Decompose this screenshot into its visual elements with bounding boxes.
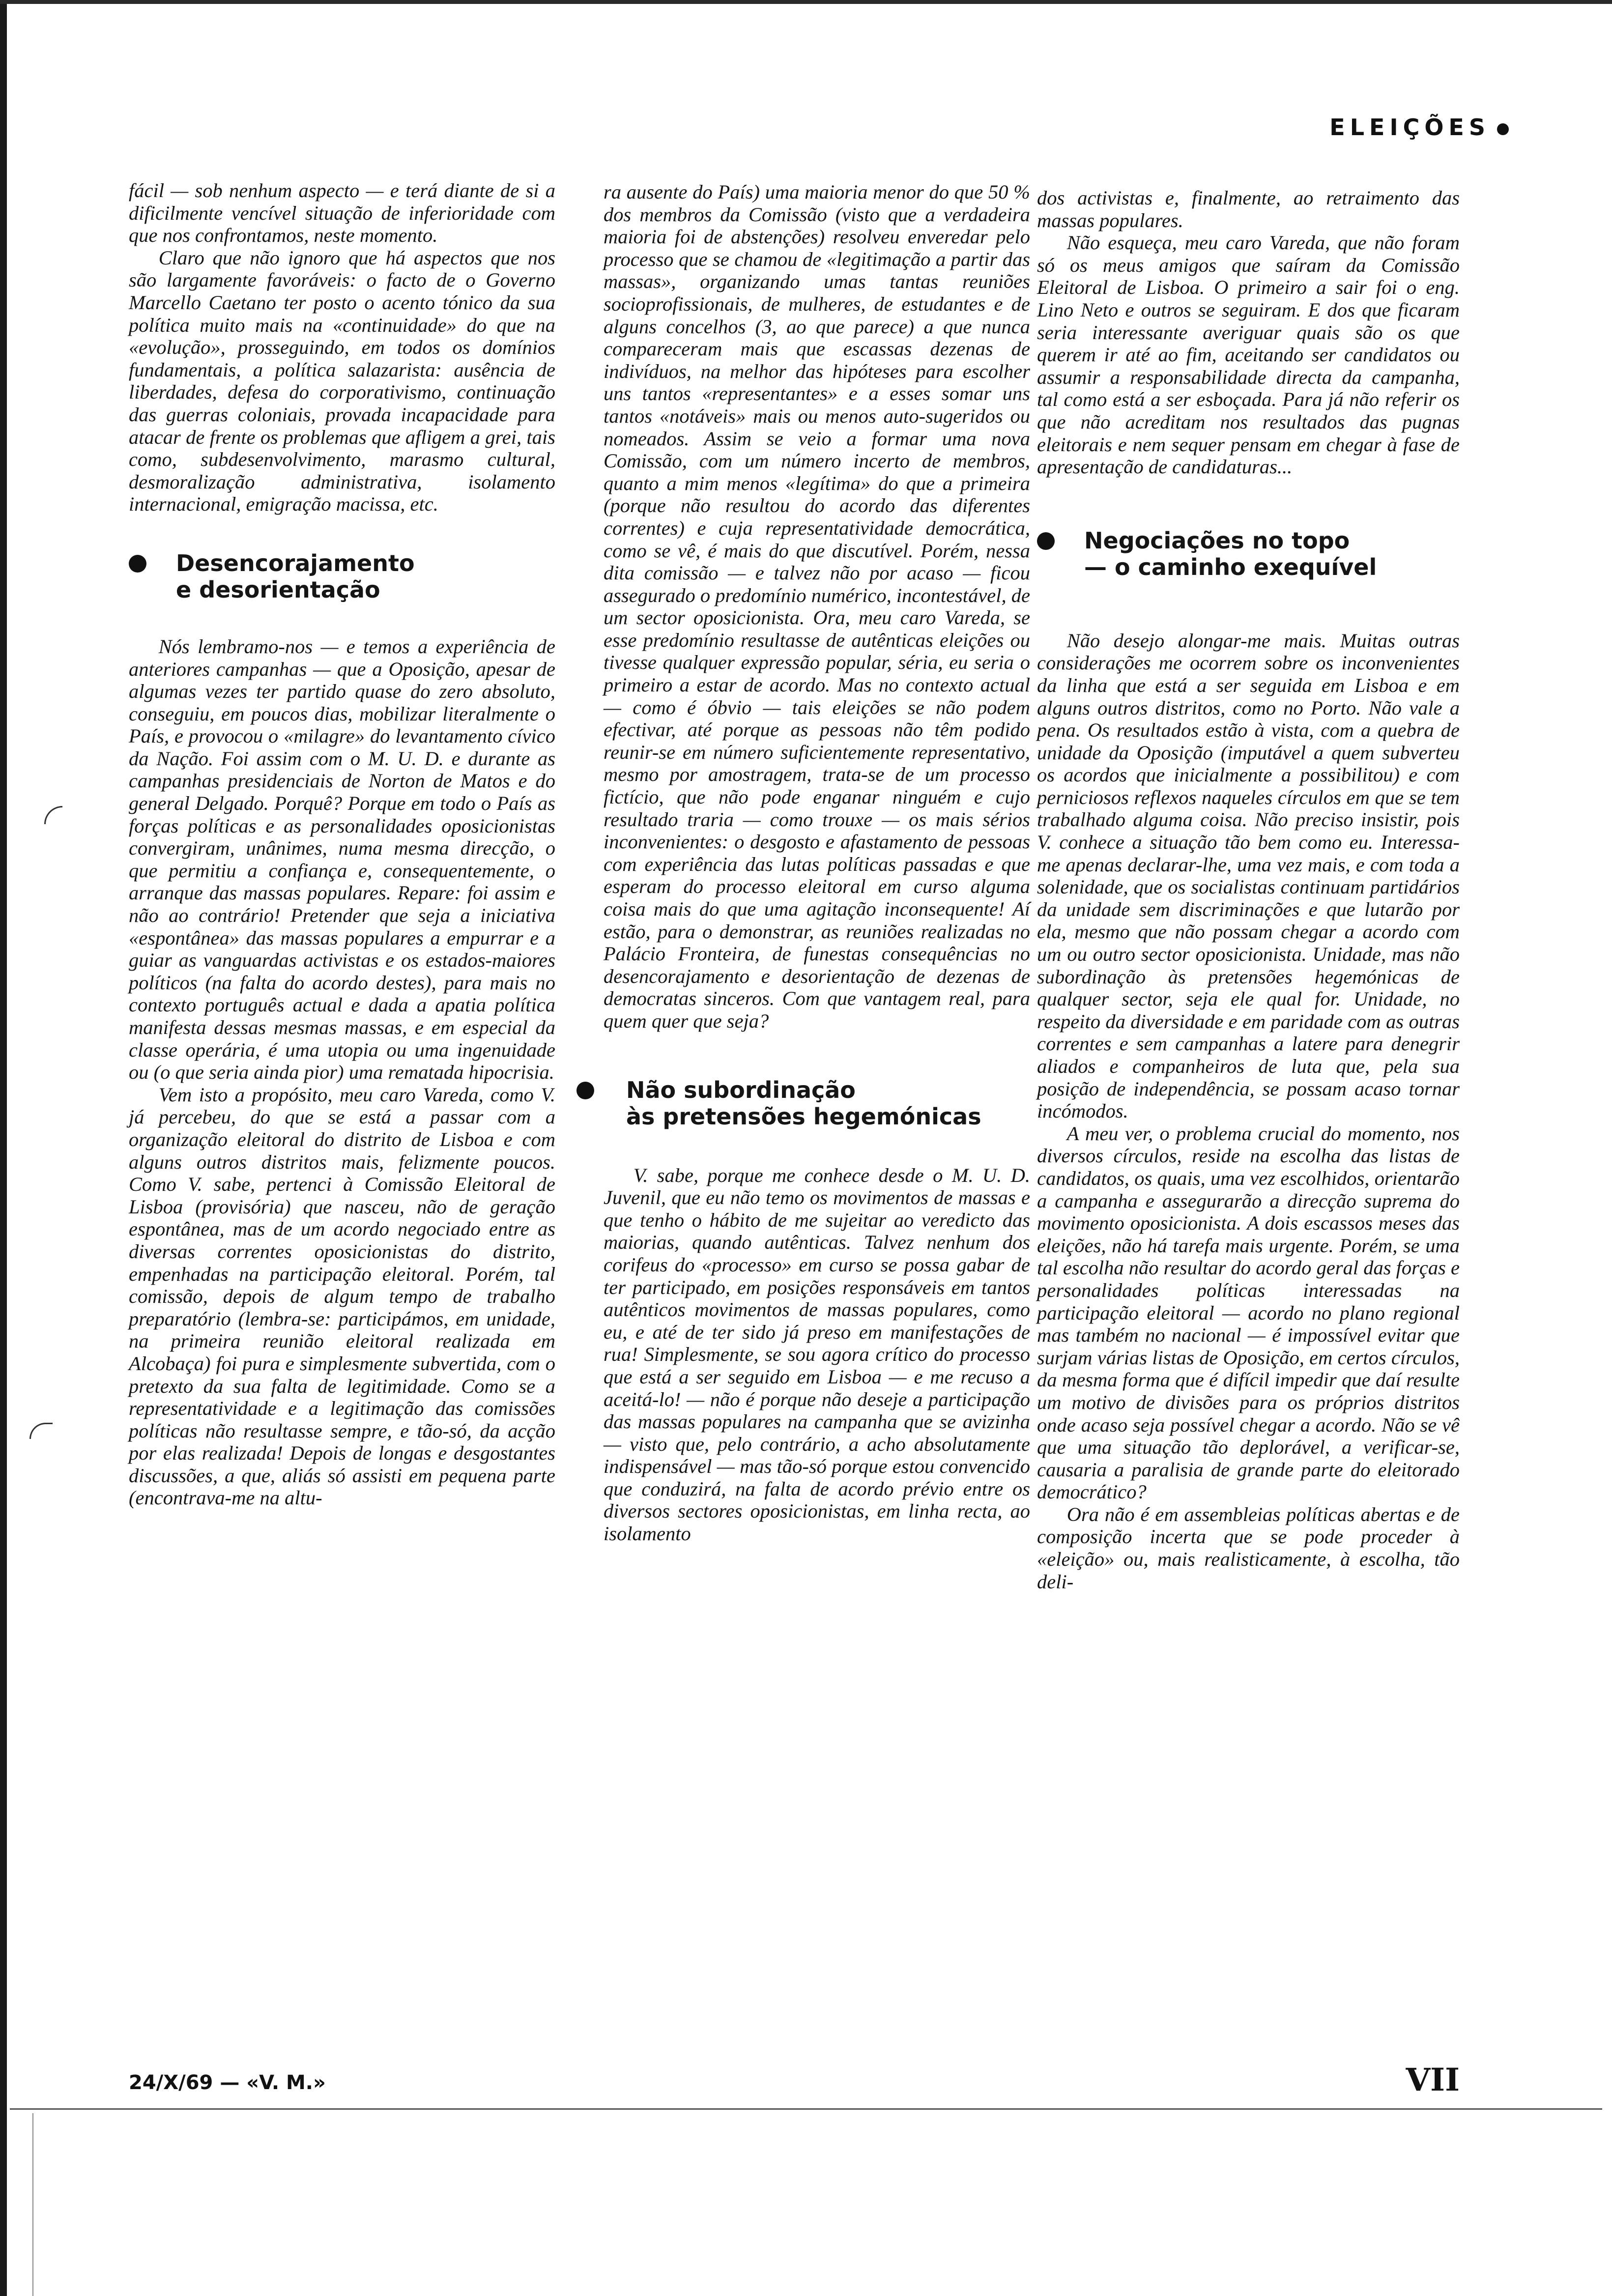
paragraph: A meu ver, o problema crucial do momento, nos diversos círculos, reside na escolha das listas de candidatos, os quais, uma vez escolhidos, orientarão a campanha e assegurarão a direcção suprema do movimento oposicionista. A dois escassos meses das eleições, não há tarefa mais urgente. Porém, se uma tal escolha não resultar do acordo geral das forças e personalidades políticas interessadas na participação eleitoral — acordo no plano regional mas também no nacional — é impossível evitar que surjam várias listas de Oposição, em certos círculos, da mesma forma que é difícil impedir que daí resulte um motivo de divisões para os próprios distritos onde acaso seja possível chegar a acordo. Não se vê que uma situação tão deplorável, a verificar-se, causaria a paralisia de grande parte do eleitorado democrático? — [1037, 1122, 1460, 1503]
subheading — [604, 1077, 1030, 1130]
scan-edge-left — [0, 0, 7, 2296]
page-bottom-rule — [10, 2108, 1602, 2110]
paragraph: dos activistas e, finalmente, ao retraimento das massas populares. — [1037, 187, 1460, 231]
paragraph: Ora não é em assembleias políticas abertas e de composição incerta que se pode proceder à «eleição» ou, mais realisticamente, à escolha, tão deli- — [1037, 1503, 1460, 1593]
paragraph: Vem isto a propósito, meu caro Vareda, como V. já percebeu, do que se está a passar com a organização eleitoral do distrito de Lisboa e com alguns outros distritos mais, felizmente poucos. Como V. sabe, pertenci à Comissão Eleitoral de Lisboa (provisória) que nasceu, não de geração espontânea, mas de um acordo negociado entre as diversas correntes oposicionistas do distrito, empenhadas na participação eleitoral. Porém, tal comissão, depois de algum tempo de trabalho preparatório (lembra-se: participámos, em unidade, na primeira reunião eleitoral realizada em Alcobaça) foi pura e simplesmente subvertida, com o pretexto da sua falta de legitimidade. Como se a representatividade e a legitimação das comissões políticas não resultasse sempre, e tão-só, da acção por elas realizada! Depois de longas e desgostantes discussões, a que, aliás só assisti em pequena parte (encontrava-me na altu- — [129, 1083, 555, 1509]
bullet-icon — [576, 1082, 594, 1099]
scan-mark — [29, 1423, 53, 1439]
subheading — [1037, 527, 1460, 580]
subheading-line-2: — o caminho exequível — [1084, 553, 1377, 580]
paragraph: Nós lembramo-nos — e temos a experiência de anteriores campanhas — que a Oposição, apesar de algumas vezes ter partido quase do zero absoluto, conseguiu, em poucos dias, mobilizar literalmente o País, e provocou o «milagre» do levantamento cívico da Nação. Foi assim com o M. U. D. e durante as campanhas presidenciais de Norton de Matos e do general Delgado. Porquê? Porque em todo o País as forças políticas e as personalidades oposicionistas convergiram, unânimes, numa mesma direcção, o que permitiu a confiança e, consequentemente, o arranque das massas populares. Repare: foi assim e não ao contrário! Pretender que seja a iniciativa «espontânea» das massas populares a empurrar e a guiar as vanguardas activistas e os estados-maiores políticos (na falta do acordo destes), para mais no contexto português actual e dada a apatia política manifesta dessas mesmas massas, e em especial da classe operária, é uma utopia ou uma ingenuidade ou (o que seria ainda pior) uma rematada hipocrisia. — [129, 635, 555, 1084]
scan-mark — [44, 806, 62, 824]
subheading-line-1: Desencorajamento — [176, 549, 415, 576]
subheading-line-2: às pretensões hegemónicas — [626, 1103, 981, 1130]
subheading-line-1: Não subordinação — [626, 1076, 856, 1103]
bullet-icon — [1037, 532, 1055, 550]
section-header — [1329, 114, 1509, 141]
subheading — [129, 550, 555, 603]
paragraph: Não esqueça, meu caro Vareda, que não foram só os meus amigos que saíram da Comissão Eleitoral de Lisboa. O primeiro a sair foi o eng. Lino Neto e outros se seguiram. E dos que ficaram seria interessante averiguar quais são os que querem ir até ao fim, aceitando ser candidatos ou assumir a responsabilidade directa da campanha, tal como está a ser esboçada. Para já não referir os que não acreditam nos resultados das pugnas eleitorais e nem sequer pensam em chegar à fase de apresentação de candidaturas... — [1037, 231, 1460, 478]
page-number: VII — [1406, 2062, 1460, 2098]
bullet-icon — [129, 555, 146, 573]
paragraph: Claro que não ignoro que há aspectos que nos são largamente favoráveis: o facto de o Governo Marcello Caetano ter posto o acento tónico da sua política muito mais na «continuidade» do que na «evolução», prosseguindo, em todos os domínios fundamentais, a política salazarista: ausência de liberdades, defesa do corporativismo, continuação das guerras coloniais, provada incapacidade para atacar de frente os problemas que afligem a grei, tais como, subdesenvolvimento, marasmo cultural, desmoralização administrativa, isolamento internacional, emigração macissa, etc. — [129, 246, 555, 516]
subheading-line-2: e desorientação — [176, 576, 380, 603]
header-bullet-icon — [1497, 123, 1509, 135]
column-2 — [604, 181, 1030, 1545]
subheading-line-1: Negociações no topo — [1084, 527, 1350, 554]
paragraph: fácil — sob nenhum aspecto — e terá diante de si a dificilmente vencível situação de inferioridade com que nos confrontamos, neste momento. — [129, 179, 555, 247]
paragraph: Não desejo alongar-me mais. Muitas outras considerações me ocorrem sobre os inconvenientes da linha que está a ser seguida em Lisboa e em alguns outros distritos, como no Porto. Não vale a pena. Os resultados estão à vista, com a quebra de unidade da Oposição (imputável a quem subverteu os acordos que inicialmente a possibilitou) e com perniciosos reflexos naqueles círculos em que se tem trabalhado alguma coisa. Não preciso insistir, pois V. conhece a situação tão bem como eu. Interessa-me apenas declarar-lhe, uma vez mais, e com toda a solenidade, que os socialistas continuam partidários da unidade sem discriminações e que lutarão por ela, mesmo que não possam chegar a acordo com um ou outro sector oposicionista. Unidade, mas não subordinação às pretensões hegemónicas de qualquer sector, seja ele qual for. Unidade, no respeito da diversidade e em paridade com as outras correntes e sem campanhas a latere para denegrir aliados e companheiros de luta que, pela sua posição de independência, se possam acaso tornar incómodos. — [1037, 629, 1460, 1122]
paragraph: ra ausente do País) uma maioria menor do que 50 % dos membros da Comissão (visto que a verdadeira maioria foi de abstenções) resolveu enveredar pelo processo que se chamou de «legitimação a partir das massas», organizando umas tantas reuniões socioprofissionais, de mulheres, de estudantes e de alguns concelhos (3, ao que parece) a que nunca compareceram mais que escassas dezenas de indivíduos, na melhor das hipóteses para escolher uns tantos «representantes» e a esses somar uns tantos «notáveis» mais ou menos auto-sugeridos ou nomeados. Assim se veio a formar uma nova Comissão, com um número incerto de membros, quanto a mim menos «legítima» do que a primeira (porque não resultou do acordo das diferentes correntes) e cuja representatividade democrática, como se vê, é mais do que discutível. Porém, nessa dita comissão — e talvez não por acaso — ficou assegurado o predomínio numérico, incontestável, de um sector oposicionista. Ora, meu caro Vareda, se esse predomínio resultasse de autênticas eleições ou tivesse qualquer expressão popular, séria, eu seria o primeiro a estar de acordo. Mas no contexto actual — como é óbvio — tais eleições se não podem efectivar, até porque as pessoas não têm podido reunir-se em número suficientemente representativo, mesmo por amostragem, trata-se de um processo fictício, que não pode enganar ninguém e cujo resultado traria — como trouxe — os mais sérios inconvenientes: o desgosto e afastamento de pessoas com experiência das lutas políticas passadas e que esperam do processo eleitoral em curso alguma coisa mais do que uma agitação inconsequente! Aí estão, para o demonstrar, as reuniões realizadas no Palácio Fronteira, de funestas consequências no desencorajamento e desorientação de dezenas de democratas sinceros. Com que vantagem real, para quem quer que seja? — [604, 181, 1030, 1032]
scan-edge-top — [0, 0, 1612, 4]
issue-date: 24/X/69 — «V. M.» — [129, 2071, 326, 2094]
paragraph: V. sabe, porque me conhece desde o M. U. D. Juvenil, que eu não temo os movimentos de massas e que tenho o hábito de me sujeitar ao veredicto das maiorias, quando autênticas. Talvez nenhum dos corifeus do «processo» em curso se possa gabar de ter participado, em posições responsáveis em tantos autênticos movimentos de massas populares, como eu, e até de ter sido já preso em manifestações de rua! Simplesmente, se sou agora crítico do processo que está a ser seguido em Lisboa — e me recuso a aceitá-lo! — não é porque não deseje a participação das massas populares na campanha que se avizinha — visto que, pelo contrário, a acho absolutamente indispensável — mas tão-só porque estou convencido que conduzirá, na falta de acordo prévio entre os diversos sectores oposicionistas, em linha recta, ao isolamento — [604, 1164, 1030, 1545]
scan-margin-line — [32, 2113, 33, 2296]
column-3 — [1037, 187, 1460, 1593]
column-1 — [129, 179, 555, 1509]
section-title: ELEIÇÕES — [1329, 114, 1490, 141]
